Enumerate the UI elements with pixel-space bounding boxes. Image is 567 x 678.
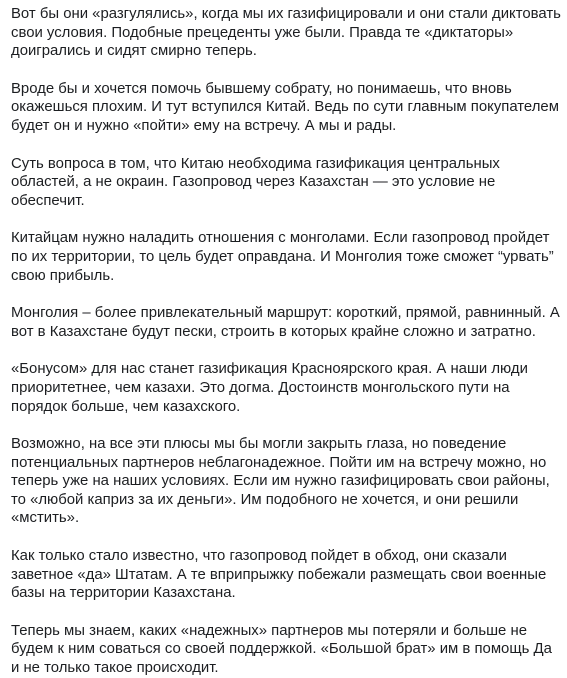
paragraph-3: Суть вопроса в том, что Китаю необходима газификация центральных областей, а не окраин. Газопровод через Казахстан — это условие не обеспечит. (11, 155, 500, 209)
paragraph-5: Монголия – более привлекательный маршрут: короткий, прямой, равнинный. А вот в Казахстане будут пески, строить в которых крайне сложно и затратно. (11, 305, 560, 340)
paragraph-7: Возможно, на все эти плюсы мы бы могли закрыть глаза, но поведение потенциальных партнеров неблагонадежное. Пойти им на встречу можно, но теперь уже на наших условиях. Если им нужно газифицировать свои районы, то «любой каприз за их деньги». Им подобного не хочется, и они решили «мстить». (11, 436, 550, 527)
paragraph-1: Вот бы они «разгулялись», когда мы их газифицировали и они стали диктовать свои условия. Подобные прецеденты уже были. Правда те «диктаторы» доигрались и сидят смирно теперь. (11, 6, 561, 60)
paragraph-8: Как только стало известно, что газопровод пойдет в обход, они сказали заветное «да» Штатам. А те вприпрыжку побежали размещать свои военные базы на территории Казахстана. (11, 548, 547, 602)
paragraph-2: Вроде бы и хочется помочь бывшему собрату, но понимаешь, что вновь окажешься плохим. И тут вступился Китай. Ведь по сути главным покупателем будет он и нужно «пойти» ему на встречу. А мы и рады. (11, 80, 559, 134)
paragraph-6: «Бонусом» для нас станет газификация Красноярского края. А наши люди приоритетнее, чем казахи. Это догма. Достоинств монгольского пути на порядок больше, чем казахского. (11, 361, 528, 415)
paragraph-4: Китайцам нужно наладить отношения с монголами. Если газопровод пройдет по их территории, то цель будет оправдана. И Монголия тоже сможет “урвать” свою прибыль. (11, 230, 554, 284)
paragraph-9: Теперь мы знаем, каких «надежных» партнеров мы потеряли и больше не будем к ним соваться со своей поддержкой. «Большой брат» им в помощь Да и не только такое происходит. (11, 622, 552, 677)
